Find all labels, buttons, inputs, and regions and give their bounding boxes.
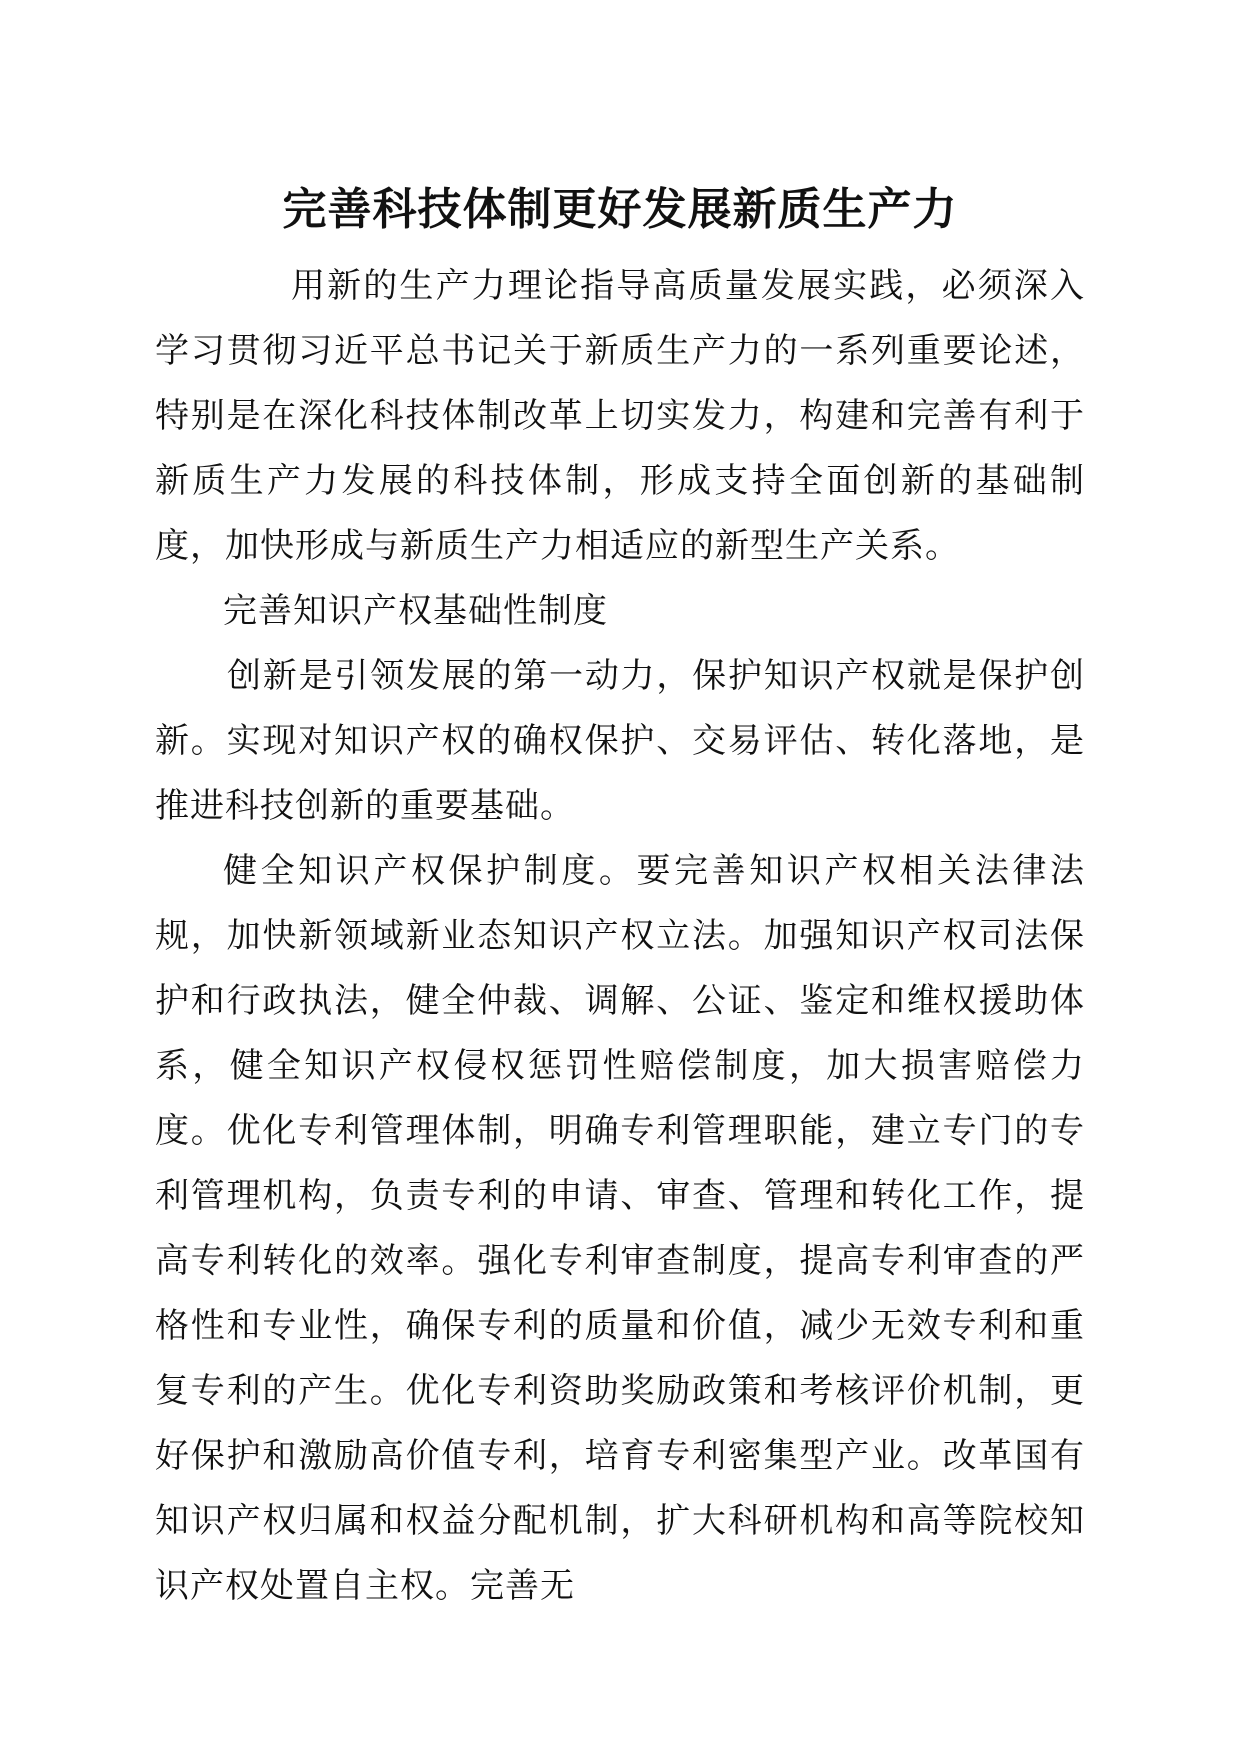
- document-body: [155, 254, 1085, 1619]
- section-intro-paragraph: 创新是引领发展的第一动力，保护知识产权就是保护创新。实现对知识产权的确权保护、交易评估、转化落地，是推进科技创新的重要基础。: [155, 656, 1085, 826]
- document-title: 完善科技体制更好发展新质生产力: [282, 184, 958, 235]
- intro-paragraph: 用新的生产力理论指导高质量发展实践，必须深入学习贯彻习近平总书记关于新质生产力的一系列重要论述，特别是在深化科技体制改革上切实发力，构建和完善有利于新质生产力发展的科技体制，形成支持全面创新的基础制度，加快形成与新质生产力相适应的新型生产关系。: [155, 266, 1085, 566]
- section-heading: 完善知识产权基础性制度: [223, 591, 608, 631]
- body-paragraph: 健全知识产权保护制度。要完善知识产权相关法律法规，加快新领域新业态知识产权立法。加强知识产权司法保护和行政执法，健全仲裁、调解、公证、鉴定和维权援助体系，健全知识产权侵权惩罚性赔偿制度，加大损害赔偿力度。优化专利管理体制，明确专利管理职能，建立专门的专利管理机构，负责专利的申请、审查、管理和转化工作，提高专利转化的效率。强化专利审查制度，提高专利审查的严格性和专业性，确保专利的质量和价值，减少无效专利和重复专利的产生。优化专利资助奖励政策和考核评价机制，更好保护和激励高价值专利，培育专利密集型产业。改革国有知识产权归属和权益分配机制，扩大科研机构和高等院校知识产权处置自主权。完善无: [155, 851, 1085, 1606]
